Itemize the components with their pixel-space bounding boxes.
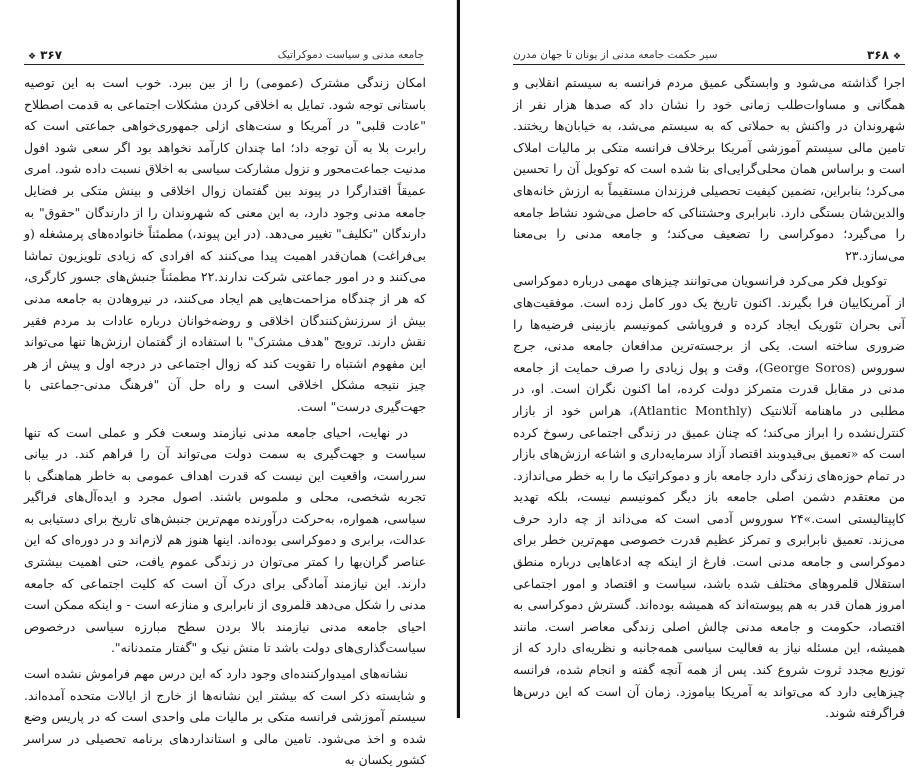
left-paragraph-1: امکان زندگی مشترک (عمومی) را از بین ببرد. خوب است به این توصیه باستانی توجه شود. تمایل به اخلاقی کردن مشکلات اجتماعی به قدمت اصطلاح "عادت قلبی" در آمریکا و سنت‌های ازلی جمهوری‌خواهی جماعتی است که رابرت بلا به آن توجه داد؛ اما چندان کارآمد نخواهد بود اگر سعی شود افول مدنیت جماعت‌محور و نزول مشارکت سیاسی به اخلاق نسبت داده شود. امری عمیقاً اقتدارگرا در پیوند بین گفتمان زوال اخلاقی و بینش متکی بر فضایل جامعه مدنی وجود دارد، به این معنی که شهروندان را از دارندگان "حقوق" به دارندگان "تکلیف" تغییر می‌دهد. (در این پیوند،) مطمئناً خانواده‌های پرمشغله (و بی‌فراغت) همان‌قدر اهمیت پیدا می‌کنند که افرادی که زیادی تلویزیون تماشا می‌کنند و در امور جماعتی شرکت ندارند.۲۲ مطمئناً جنبش‌های جسور کارگری، که هر از چندگاه مزاحمت‌هایی هم ایجاد می‌کنند، در نیروهادن به جامعه مدنی بیش از سرزنش‌کنندگان اخلاقی و روضه‌خوانان درباره عادات بد مردم فقیر نقش دارند. ترویج "هدف مشترک" با استفاده از گفتمان ارزش‌ها تنها می‌تواند این مفهوم اشتباه را تقویت کند که زوال اجتماعی در درجه اول و پیش از هر چیز نتیجه مشکل اخلاقی است و راه حل آن "فرهنگ مدنی-جماعتی با جهت‌گیری درست" است.	[24, 75, 426, 414]
left-page-header	[24, 46, 424, 64]
left-page-number-group	[24, 48, 62, 62]
book-gutter	[457, 0, 460, 718]
left-header-rule	[24, 64, 424, 65]
left-paragraph-3: نشانه‌های امیدوارکننده‌ای وجود دارد که این درس مهم فراموش نشده است و شایسته ذکر است که بیشتر این نشانه‌ها از خارج از ایالات متحده آمده‌اند. سیستم آموزشی فرانسه متکی بر مالیات ملی واحدی است که در پاریس وضع شده و اخذ می‌شود. تامین مالی و استانداردهای برنامه تحصیلی در سراسر کشور یکسان به	[24, 666, 426, 768]
right-page-number: ۳۶۸	[866, 48, 889, 62]
right-page-number-group	[867, 48, 905, 62]
ornament-icon: ❖	[28, 52, 37, 62]
right-running-title: سیر حکمت جامعه مدنی از یونان تا جهان مدرن	[513, 49, 718, 61]
right-page-header	[513, 46, 905, 64]
right-paragraph-2: توکویل فکر می‌کرد فرانسویان می‌توانند چیزهای مهمی درباره دموکراسی از آمریکاییان فرا بگیرند. اکنون تاریخ یک دور کامل زده است. موفقیت‌های آنی بحران تئوریک ایجاد کرده و فروپاشی کمونیسم بازبینی فرضیه‌ها را ضروری ساخته است. یکی از برجسته‌ترین مدافعان جامعه مدنی، جرج سوروس (George Soros)، وقت و پول زیادی را صرف حمایت از جامعه مدنی در مقابل قدرت متمرکز دولت کرده، اما اکنون نگران است. او، در مطلبی در ماهنامه آتلانتیک (Atlantic Monthly)، هراس خود از بازار کنترل‌نشده را ابراز می‌کند؛ که چنان عمیق در زندگی اجتماعی رسوخ کرده است که «تعمیق بی‌قیدوبند اقتصاد آزاد سرمایه‌داری و اشاعه ارزش‌های بازار در تمام حوزه‌های زندگی دارد جامعه باز و دموکراتیک ما را به خطر می‌اندازد. من معتقدم دشمن اصلی جامعه باز دیگر کمونیسم نیست، بلکه تهدید کاپیتالیستی است.»۲۴ سوروس آدمی است که می‌داند از چه دارد حرف می‌زند. تعمیق نابرابری و تمرکز عظیم قدرت خصوصی مهم‌ترین خطر برای دموکراسی و جامعه مدنی است. فارغ از اینکه چه ادعاهایی درباره منطق استقلال قلمروهای مختلف شده باشد، سیاست و اقتصاد و امور اجتماعی امروز همان قدر به هم پیوسته‌اند که همیشه بوده‌اند. گسترش دموکراسی به اقتصاد، حکومت و جامعه مدنی چالش اصلی زندگی معاصر است. مانند همیشه، این مسئله نیاز به فعالیت سیاسی همه‌جانبه و نظریه‌ای دارد که از توزیع مجدد ثروت شروع کند. پس از همه آنچه گفته و انجام شده، فرانسه چیزهایی دارد که می‌تواند به آمریکا بیاموزد. زمان آن است که این درس‌ها فراگرفته شوند.	[513, 273, 905, 721]
right-header-rule	[513, 64, 905, 65]
right-paragraph-1: اجرا گذاشته می‌شود و وابستگی عمیق مردم فرانسه به سیستم انقلابی و همگانی و مساوات‌طلب زمانی خود را نشان داد که صدها هزار نفر از شهروندان در واکنش به حملاتی که به سیستم می‌شد، به خیابان‌ها ریختند. تامین مالی سیستم آموزشی آمریکا برخلاف فرانسه متکی بر مالیات املاک است و براساس همان محلی‌گرایی‌ای بنا شده است که توکویل آن را تحسین می‌کرد؛ بنابراین، تضمین کیفیت تحصیلی فرزندان مستقیماً به ارزش خانه‌های والدین‌شان بستگی دارد. نابرابری وحشتناکی که حاصل می‌شود نشاط جامعه را می‌گیرد؛ دموکراسی را تضعیف می‌کند؛ و جامعه مدنی را بی‌معنا می‌سازد.۲۳	[513, 75, 905, 263]
left-paragraph-2: در نهایت، احیای جامعه مدنی نیازمند وسعت فکر و عملی است که تنها سیاست و جهت‌گیری به سمت دولت می‌تواند آن را فراهم کند. در بیانی سرراست، واقعیت این نیست که قدرت اهداف عمومی به خاطر هماهنگی با تجربه شخصی، محلی و ملموس باشند. اصول مجرد و ایده‌آل‌های فراگیر سیاسی، همواره، به‌حرکت درآورنده مهم‌ترین جنبش‌های تاریخ برای دستیابی به عدالت، برابری و دموکراسی بوده‌اند. اینها هنوز هم لازم‌اند و در دوره‌ای که این عناصر گران‌بها را کمتر می‌توان در زندگی عموم یافت، حتی اهمیت بیشتری دارند. این نیازمند آمادگی برای درک آن است که کلیت اجتماعی که جامعه مدنی را شکل می‌دهد قلمروی از نابرابری و منازعه است - و اینکه ممکن است احیای جامعه مدنی نیازمند بالا بردن سطح مبارزه سیاسی درخصوص سیاست‌گذاری‌های دولت باشد تا منش نیک و "گفتار متمدنانه".	[24, 424, 426, 656]
ornament-icon: ❖	[892, 52, 901, 62]
left-page-number: ۳۶۷	[40, 48, 63, 62]
right-page-body	[513, 72, 905, 724]
left-page-body	[24, 72, 426, 771]
left-page	[0, 0, 457, 768]
right-page	[457, 0, 914, 721]
left-running-title: جامعه مدنی و سیاست دموکراتیک	[277, 49, 424, 61]
